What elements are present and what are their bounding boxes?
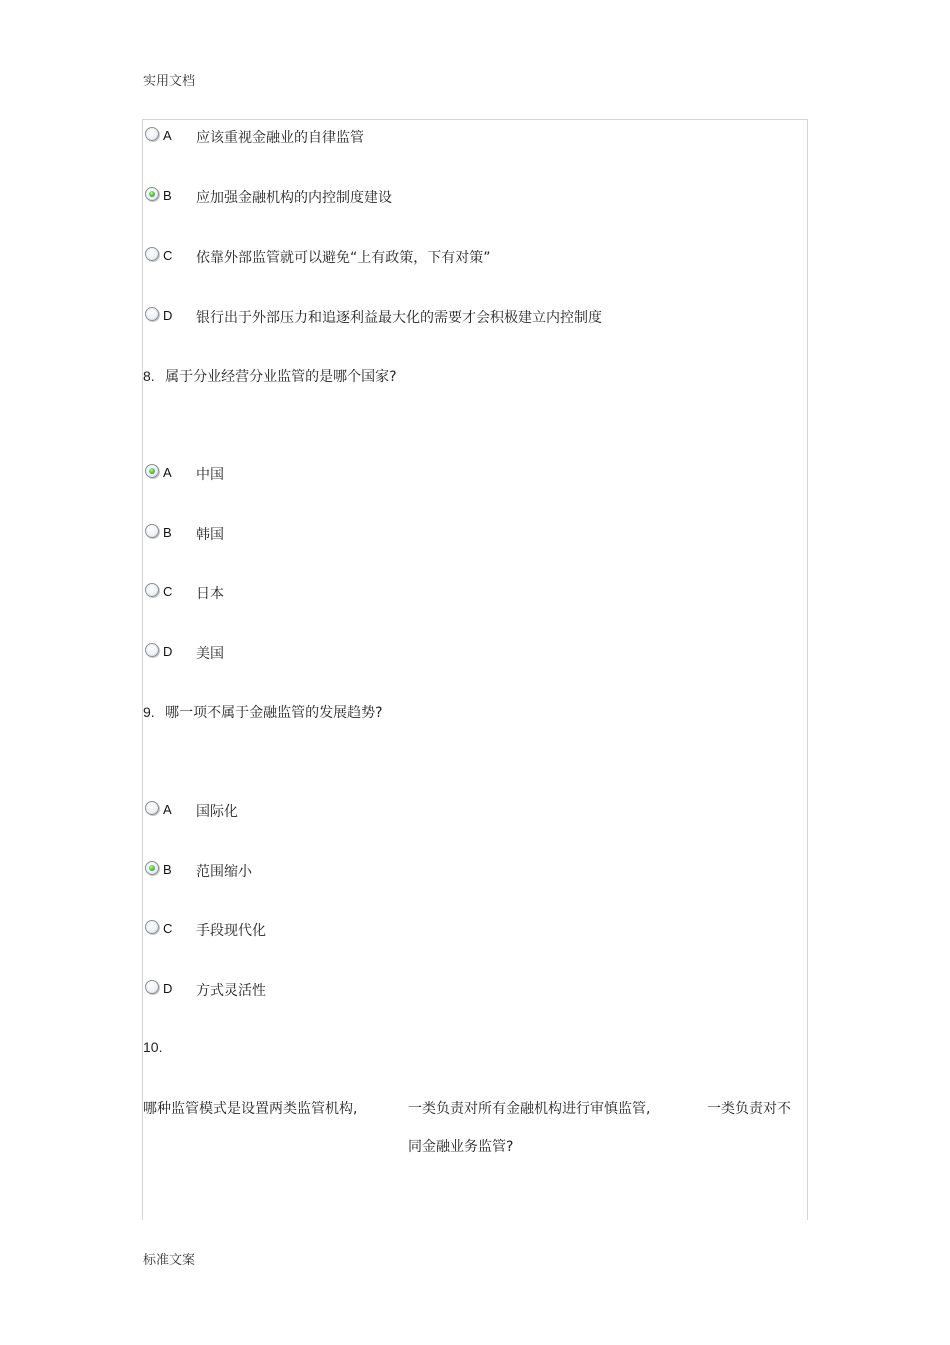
question-text: 哪一项不属于金融监管的发展趋势? [165, 705, 383, 721]
q8-option-b[interactable] [144, 523, 784, 543]
q8-option-d[interactable] [144, 642, 784, 662]
radio-unselected-icon[interactable] [145, 980, 159, 994]
option-letter: D [163, 644, 173, 659]
question-10-text-part4: 同金融业务监管? [408, 1139, 514, 1155]
question-number: 9. [143, 704, 155, 720]
radio-unselected-icon[interactable] [145, 801, 159, 815]
option-letter: A [163, 128, 172, 143]
page-header: 实用文档 [143, 74, 196, 89]
option-letter: B [163, 862, 172, 877]
option-text: 日本 [196, 586, 224, 602]
option-text: 中国 [196, 467, 224, 483]
option-text: 应加强金融机构的内控制度建设 [196, 190, 392, 206]
question-10-text-part3: 一类负责对不 [707, 1101, 791, 1117]
radio-unselected-icon[interactable] [145, 247, 159, 261]
option-letter: A [163, 802, 172, 817]
option-letter: A [163, 465, 172, 480]
radio-unselected-icon[interactable] [145, 524, 159, 538]
radio-unselected-icon[interactable] [145, 127, 159, 141]
radio-unselected-icon[interactable] [145, 920, 159, 934]
radio-unselected-icon[interactable] [145, 583, 159, 597]
option-text: 手段现代化 [196, 923, 266, 939]
option-text: 银行出于外部压力和追逐利益最大化的需要才会积极建立内控制度 [196, 310, 602, 326]
option-text: 国际化 [196, 804, 238, 820]
q7-option-c[interactable] [144, 246, 784, 266]
option-text: 方式灵活性 [196, 983, 266, 999]
option-letter: D [163, 981, 173, 996]
page-footer: 标准文案 [143, 1253, 196, 1268]
option-text: 依靠外部监管就可以避免“上有政策，下有对策” [196, 250, 491, 266]
q9-option-d[interactable] [144, 979, 784, 999]
question-text: 属于分业经营分业监管的是哪个国家? [165, 369, 397, 385]
radio-unselected-icon[interactable] [145, 307, 159, 321]
radio-selected-icon[interactable] [145, 464, 159, 478]
option-letter: B [163, 188, 172, 203]
question-10-text-part1: 哪种监管模式是设置两类监管机构, [143, 1101, 358, 1117]
q7-option-b[interactable] [144, 186, 784, 206]
question-number: 8. [143, 368, 155, 384]
option-text: 韩国 [196, 527, 224, 543]
option-text: 应该重视金融业的自律监管 [196, 130, 364, 146]
q8-option-c[interactable] [144, 582, 784, 602]
q8-option-a[interactable] [144, 463, 784, 483]
q9-option-c[interactable] [144, 919, 784, 939]
option-letter: C [163, 921, 173, 936]
question-10-number: 10. [143, 1039, 163, 1055]
question-panel [142, 119, 808, 1220]
option-letter: B [163, 525, 172, 540]
radio-selected-icon[interactable] [145, 187, 159, 201]
q7-option-a[interactable] [144, 126, 784, 146]
radio-unselected-icon[interactable] [145, 643, 159, 657]
option-letter: C [163, 248, 173, 263]
q9-option-b[interactable] [144, 860, 784, 880]
option-text: 范围缩小 [196, 864, 252, 880]
radio-selected-icon[interactable] [145, 861, 159, 875]
q7-option-d[interactable] [144, 306, 784, 326]
option-letter: D [163, 308, 173, 323]
question-8 [143, 366, 397, 386]
option-letter: C [163, 584, 173, 599]
q9-option-a[interactable] [144, 800, 784, 820]
question-9 [143, 702, 383, 722]
question-10-text-part2: 一类负责对所有金融机构进行审慎监管, [408, 1101, 651, 1117]
option-text: 美国 [196, 646, 224, 662]
